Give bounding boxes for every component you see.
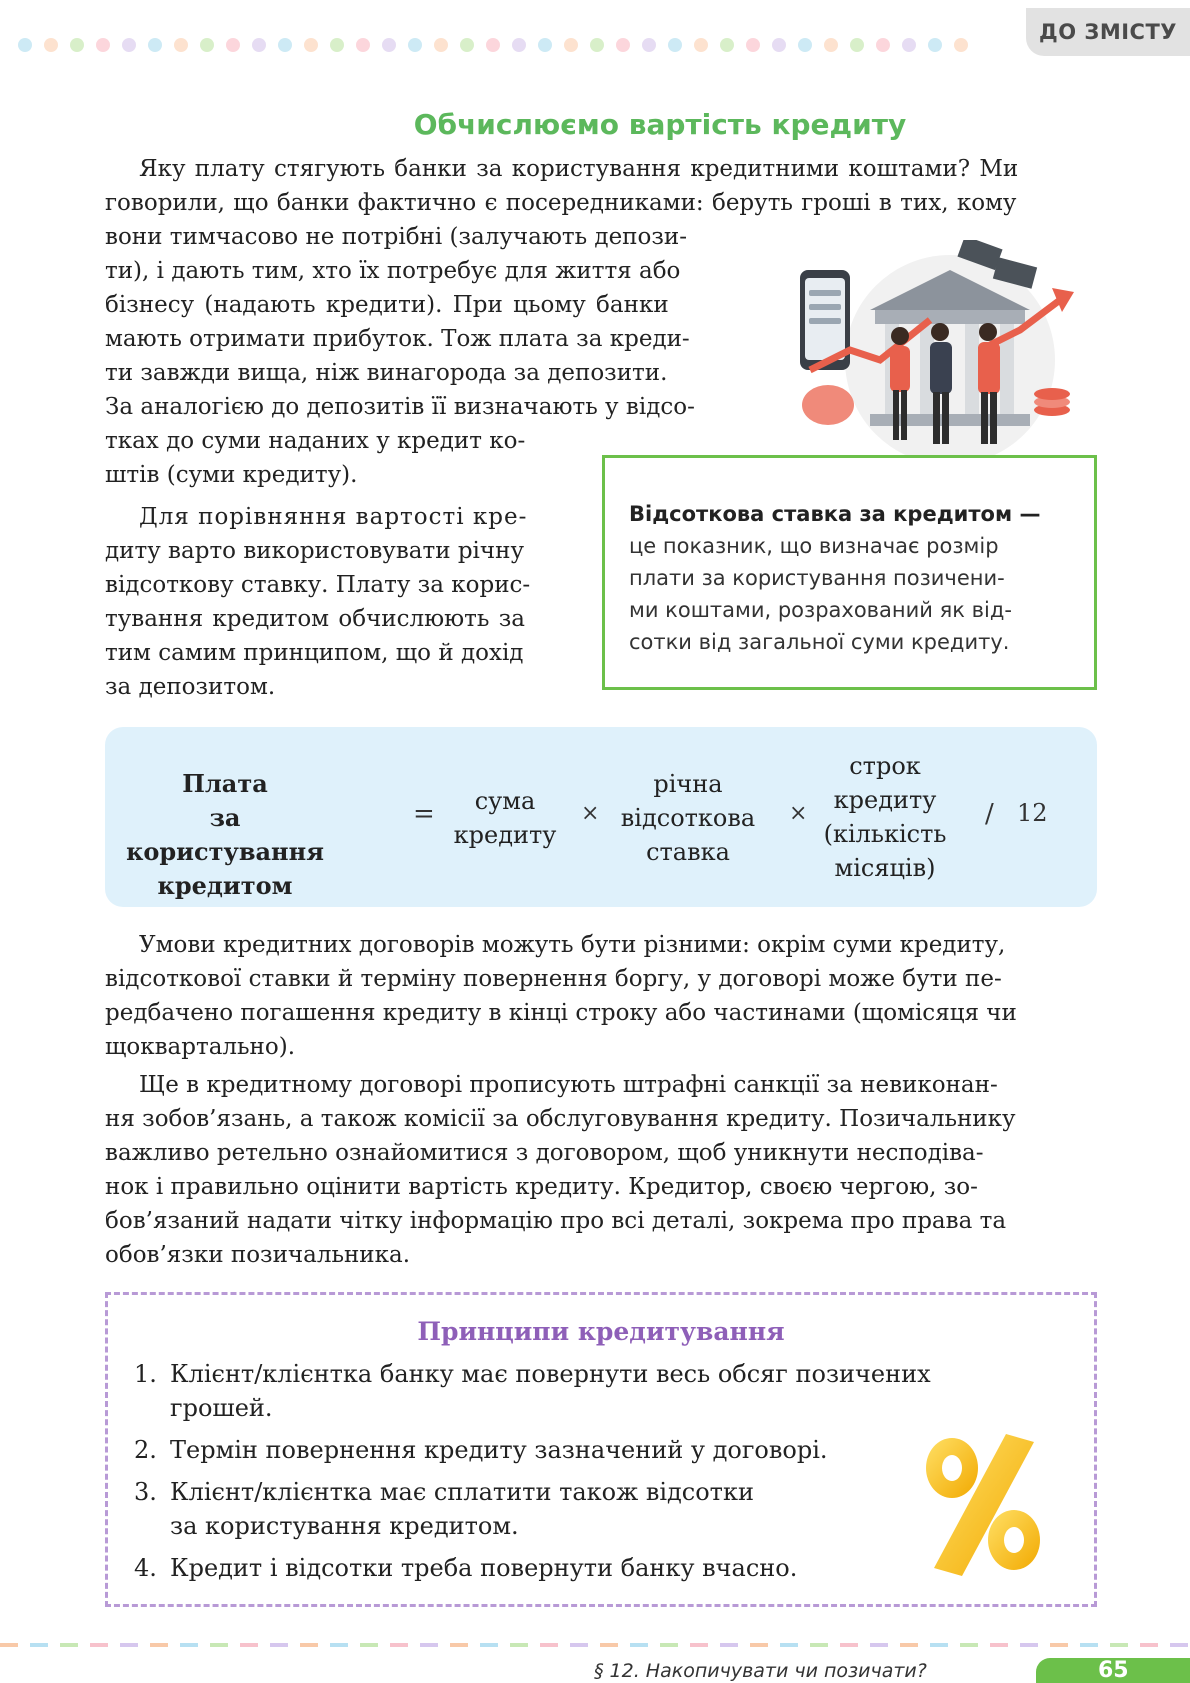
decorative-dot [720, 38, 734, 52]
decorative-dash [1080, 1643, 1098, 1647]
decorative-dash [1170, 1643, 1188, 1647]
decorative-dot [850, 38, 864, 52]
decorative-dash [270, 1643, 288, 1647]
formula-annual-rate: річна відсоткова ставка [620, 770, 756, 866]
decorative-dot [642, 38, 656, 52]
decorative-dot [512, 38, 526, 52]
penalties-paragraph [105, 1068, 1097, 1272]
text-line: тування кредитом обчислюють за [105, 606, 525, 632]
decorative-dash [510, 1643, 528, 1647]
decorative-dash [570, 1643, 588, 1647]
decorative-dot [824, 38, 838, 52]
text-line: обов’язки позичальника. [105, 1242, 411, 1268]
decorative-dash [450, 1643, 468, 1647]
decorative-dot [954, 38, 968, 52]
text-line: відсоткову ставку. Плату за корис- [105, 572, 531, 598]
text-line: диту варто використовувати річну [105, 538, 524, 564]
decorative-dot [928, 38, 942, 52]
text-line: вони тимчасово не потрібні (залучають депози- [105, 224, 688, 250]
text-line: відсоткової ставки й терміну повернення боргу, у договорі може бути пе- [105, 966, 1002, 992]
decorative-dash [1110, 1643, 1128, 1647]
decorative-dash [1050, 1643, 1068, 1647]
decorative-dash [180, 1643, 198, 1647]
definition-term: Відсоткова ставка за кредитом — [629, 502, 1041, 526]
decorative-dot [174, 38, 188, 52]
decorative-dash [690, 1643, 708, 1647]
decorative-dash [390, 1643, 408, 1647]
decorative-dash [630, 1643, 648, 1647]
decorative-dot [382, 38, 396, 52]
definition-line: сотки від загальної суми кредиту. [629, 630, 1010, 654]
decorative-dash [420, 1643, 438, 1647]
decorative-dot [746, 38, 760, 52]
list-item: 4. Кредит і відсотки треба повернути банку вчасно. [134, 1554, 798, 1582]
decorative-dash [840, 1643, 858, 1647]
decorative-dot [200, 38, 214, 52]
text-line: щоквартально). [105, 1034, 296, 1060]
decorative-dot [616, 38, 630, 52]
text-line: штів (суми кредиту). [105, 462, 358, 488]
text-line: тим самим принципом, що й дохід [105, 640, 524, 666]
decorative-dash [60, 1643, 78, 1647]
decorative-dash [300, 1643, 318, 1647]
decorative-dash [780, 1643, 798, 1647]
decorative-dash [0, 1643, 18, 1647]
decorative-dot [148, 38, 162, 52]
decorative-dot [434, 38, 448, 52]
decorative-dot [668, 38, 682, 52]
principles-title: Принципи кредитування [417, 1317, 785, 1346]
decorative-dash [990, 1643, 1008, 1647]
decorative-dot [226, 38, 240, 52]
decorative-dot [694, 38, 708, 52]
decorative-dot [798, 38, 812, 52]
decorative-dot [356, 38, 370, 52]
text-line: ня зобов’язань, а також комісії за обслуговування кредиту. Позичальнику [105, 1106, 1016, 1132]
text-line: бов’язаний надати чітку інформацію про всі деталі, зокрема про права та [105, 1208, 1007, 1234]
decorative-dot [96, 38, 110, 52]
text-line: ти завжди вища, ніж винагорода за депозити. [105, 360, 668, 386]
formula-loan-term: строк кредиту (кількість місяців) [823, 752, 947, 882]
decorative-dot [538, 38, 552, 52]
text-line: за депозитом. [105, 674, 276, 700]
decorative-dot [486, 38, 500, 52]
decorative-dash [1140, 1643, 1158, 1647]
text-line: редбачено погашення кредиту в кінці строку або частинами (щомісяця чи [105, 1000, 1017, 1026]
decorative-dot [902, 38, 916, 52]
decorative-dash [900, 1643, 918, 1647]
bank-illustration [790, 240, 1090, 470]
decorative-dot [408, 38, 422, 52]
list-item: 3. Клієнт/клієнтка має сплатити також відсотки за користування кредитом. [134, 1478, 754, 1540]
formula-divide: / [985, 799, 994, 829]
chapter-footer: § 12. Накопичувати чи позичати? [594, 1660, 927, 1682]
decorative-dot [590, 38, 604, 52]
decorative-dash [870, 1643, 888, 1647]
formula-months: 12 [1017, 799, 1048, 827]
decorative-dot [876, 38, 890, 52]
definition-line: плати за користування позичени- [629, 566, 1005, 590]
decorative-dot [70, 38, 84, 52]
decorative-dot [772, 38, 786, 52]
decorative-dash [30, 1643, 48, 1647]
footer-dashes [0, 1643, 1190, 1647]
decorative-dash [90, 1643, 108, 1647]
text-line: Умови кредитних договорів можуть бути різними: окрім суми кредиту, [139, 932, 1006, 958]
text-line: За аналогією до депозитів її визначають у відсо- [105, 394, 695, 420]
decorative-dash [330, 1643, 348, 1647]
definition-line: це показник, що визначає розмір [629, 534, 999, 558]
decorative-dash [960, 1643, 978, 1647]
text-line: Для порівняння вартості кре- [139, 504, 528, 530]
text-line: важливо ретельно ознайомитися з договором, щоб уникнути несподіва- [105, 1140, 984, 1166]
decorative-dot [44, 38, 58, 52]
decorative-dash [600, 1643, 618, 1647]
text-line: Яку плату стягують банки за користування кредитними коштами? Ми [139, 156, 1019, 182]
decorative-dot [18, 38, 32, 52]
table-of-contents-link[interactable]: ДО ЗМІСТУ [1026, 8, 1190, 56]
conditions-paragraph [105, 928, 1097, 1064]
decorative-dot [304, 38, 318, 52]
formula-result: Плата за користування кредитом [126, 769, 324, 900]
decorative-dot [460, 38, 474, 52]
formula-times: × [581, 801, 600, 826]
decorative-dash [810, 1643, 828, 1647]
decorative-dot [564, 38, 578, 52]
text-line: Ще в кредитному договорі прописують штрафні санкції за невиконан- [139, 1072, 998, 1098]
definition-box [602, 455, 1097, 690]
text-line: ти), і дають тим, хто їх потребує для життя або [105, 258, 681, 284]
page-number: 65 [1036, 1658, 1190, 1683]
decorative-dash [660, 1643, 678, 1647]
formula-equals: = [413, 799, 435, 829]
decorative-dot [252, 38, 266, 52]
decorative-dash [240, 1643, 258, 1647]
decorative-dash [540, 1643, 558, 1647]
list-item: 2. Термін повернення кредиту зазначений у договорі. [134, 1436, 828, 1464]
decorative-dash [210, 1643, 228, 1647]
formula-times: × [789, 801, 808, 826]
text-line: говорили, що банки фактично є посередниками: беруть гроші в тих, кому [105, 190, 1017, 216]
decorative-dot [330, 38, 344, 52]
section-title: Обчислюємо вартість кредиту [413, 108, 907, 141]
decorative-dash [120, 1643, 138, 1647]
decorative-dash [720, 1643, 738, 1647]
decorative-dash [150, 1643, 168, 1647]
percent-icon [918, 1430, 1048, 1580]
text-line: мають отримати прибуток. Тож плата за креди- [105, 326, 690, 352]
definition-line: ми коштами, розрахований як від- [629, 598, 1012, 622]
list-item: 1. Клієнт/клієнтка банку має повернути весь обсяг позичених грошей. [134, 1360, 931, 1422]
decorative-dash [750, 1643, 768, 1647]
compare-paragraph [105, 500, 580, 704]
decorative-dot [122, 38, 136, 52]
credit-cost-formula [105, 727, 1097, 907]
text-line: нок і правильно оцінити вартість кредиту. Кредитор, своєю чергою, зо- [105, 1174, 978, 1200]
decorative-dot [278, 38, 292, 52]
decorative-dash [1020, 1643, 1038, 1647]
formula-loan-amount: сума кредиту [453, 787, 557, 849]
decorative-dash [480, 1643, 498, 1647]
decorative-dash [930, 1643, 948, 1647]
header-dots [18, 38, 968, 52]
text-line: бізнесу (надають кредити). При цьому банки [105, 292, 669, 318]
decorative-dash [360, 1643, 378, 1647]
text-line: тках до суми наданих у кредит ко- [105, 428, 526, 454]
